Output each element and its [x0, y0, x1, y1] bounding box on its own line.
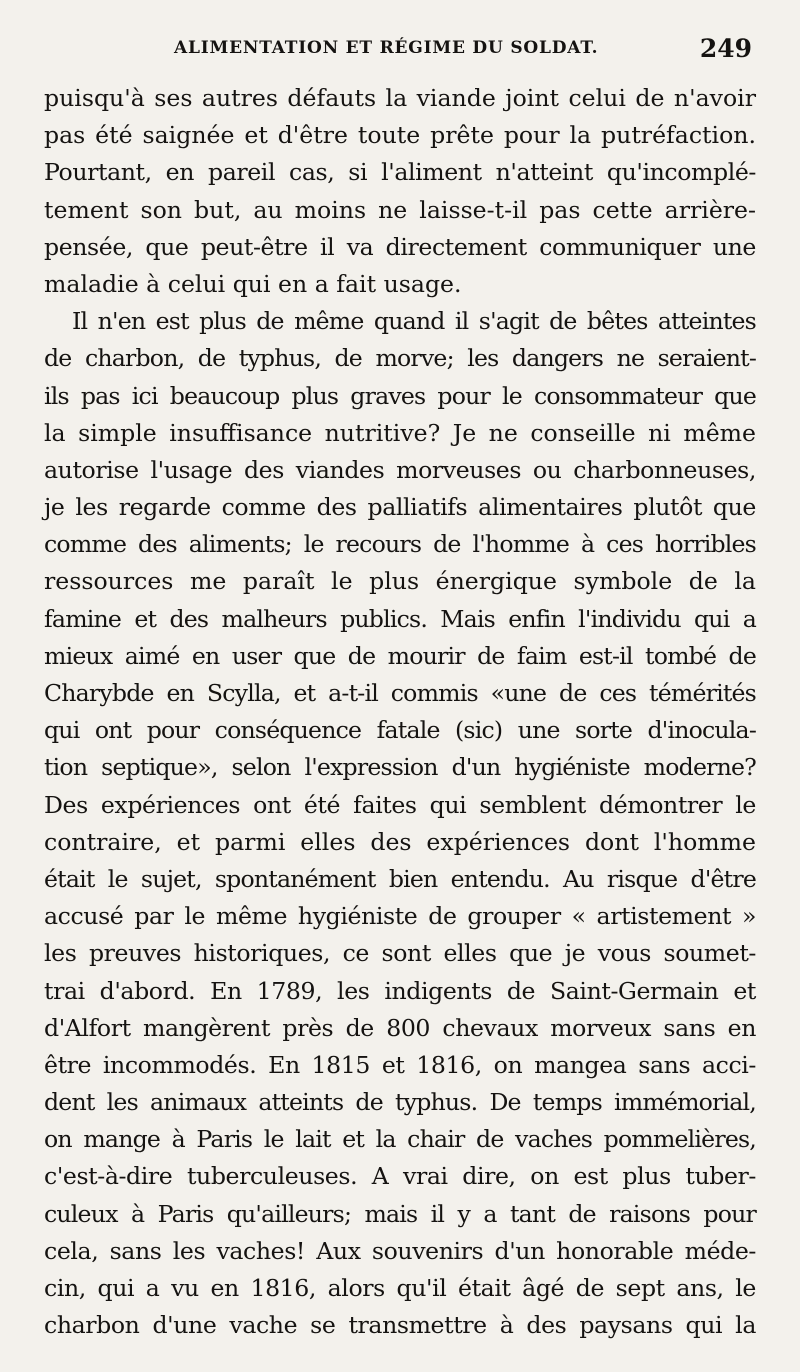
- text-line: tement son but, au moins ne laisse-t-il pas cette arrière-: [44, 195, 756, 224]
- text-line: cela, sans les vaches! Aux souvenirs d'un honorable méde-: [44, 1236, 756, 1265]
- text-line: ressources me paraît le plus énergique symbole de la: [44, 567, 756, 596]
- text-line: qui ont pour conséquence fatale (sic) une sorte d'inocula-: [44, 716, 756, 745]
- text-line: comme des aliments; le recours de l'homme à ces horribles: [44, 530, 756, 559]
- text-line: Pourtant, en pareil cas, si l'aliment n'atteint qu'incomplé-: [44, 158, 756, 187]
- running-head: [44, 34, 756, 68]
- text-line: être incommodés. En 1815 et 1816, on mangea sans acci-: [44, 1050, 756, 1079]
- text-line: pensée, que peut-être il va directement communiquer une: [44, 232, 756, 261]
- text-line: les preuves historiques, ce sont elles que je vous soumet-: [44, 939, 756, 968]
- text-line: tion septique», selon l'expression d'un hygiéniste moderne?: [44, 753, 756, 782]
- page-number: 249: [699, 34, 752, 63]
- text-line: était le sujet, spontanément bien entendu. Au risque d'être: [44, 864, 756, 893]
- text-line: d'Alfort mangèrent près de 800 chevaux morveux sans en: [44, 1013, 756, 1042]
- body-text: [44, 80, 756, 1344]
- running-title: ALIMENTATION ET RÉGIME DU SOLDAT.: [174, 38, 599, 58]
- text-line: puisqu'à ses autres défauts la viande joint celui de n'avoir: [44, 84, 756, 112]
- text-line: c'est-à-dire tuberculeuses. A vrai dire, on est plus tuber-: [44, 1162, 756, 1191]
- text-line: famine et des malheurs publics. Mais enfin l'individu qui a: [44, 604, 756, 633]
- text-line: pas été saignée et d'être toute prête pour la putréfaction.: [44, 121, 756, 150]
- text-line: je les regarde comme des palliatifs alimentaires plutôt que: [44, 493, 756, 522]
- text-line: dent les animaux atteints de typhus. De temps immémorial,: [44, 1088, 756, 1117]
- text-line: autorise l'usage des viandes morveuses ou charbonneuses,: [44, 455, 756, 484]
- text-line: maladie à celui qui en a fait usage.: [44, 269, 462, 298]
- text-line: contraire, et parmi elles des expériences dont l'homme: [44, 827, 756, 856]
- text-line: on mange à Paris le lait et la chair de vaches pommelières,: [44, 1125, 756, 1154]
- text-line: Charybde en Scylla, et a-t-il commis «une de ces témérités: [44, 679, 756, 707]
- text-line: charbon d'une vache se transmettre à des paysans qui la: [44, 1311, 756, 1340]
- text-line: cin, qui a vu en 1816, alors qu'il était âgé de sept ans, le: [44, 1274, 756, 1302]
- text-line: la simple insuffisance nutritive? Je ne conseille ni même: [44, 418, 756, 447]
- text-line: trai d'abord. En 1789, les indigents de Saint-Germain et: [44, 976, 756, 1005]
- text-line: culeux à Paris qu'ailleurs; mais il y a tant de raisons pour: [44, 1199, 756, 1228]
- text-line: mieux aimé en user que de mourir de faim est-il tombé de: [44, 641, 756, 670]
- text-line: de charbon, de typhus, de morve; les dangers ne seraient-: [44, 344, 756, 373]
- paragraph-start-line: Il n'en est plus de même quand il s'agit de bêtes atteintes: [72, 307, 756, 336]
- text-line: ils pas ici beaucoup plus graves pour le consommateur que: [44, 381, 756, 410]
- text-line: accusé par le même hygiéniste de grouper « artistement »: [44, 902, 756, 931]
- text-line: Des expériences ont été faites qui semblent démontrer le: [44, 790, 756, 819]
